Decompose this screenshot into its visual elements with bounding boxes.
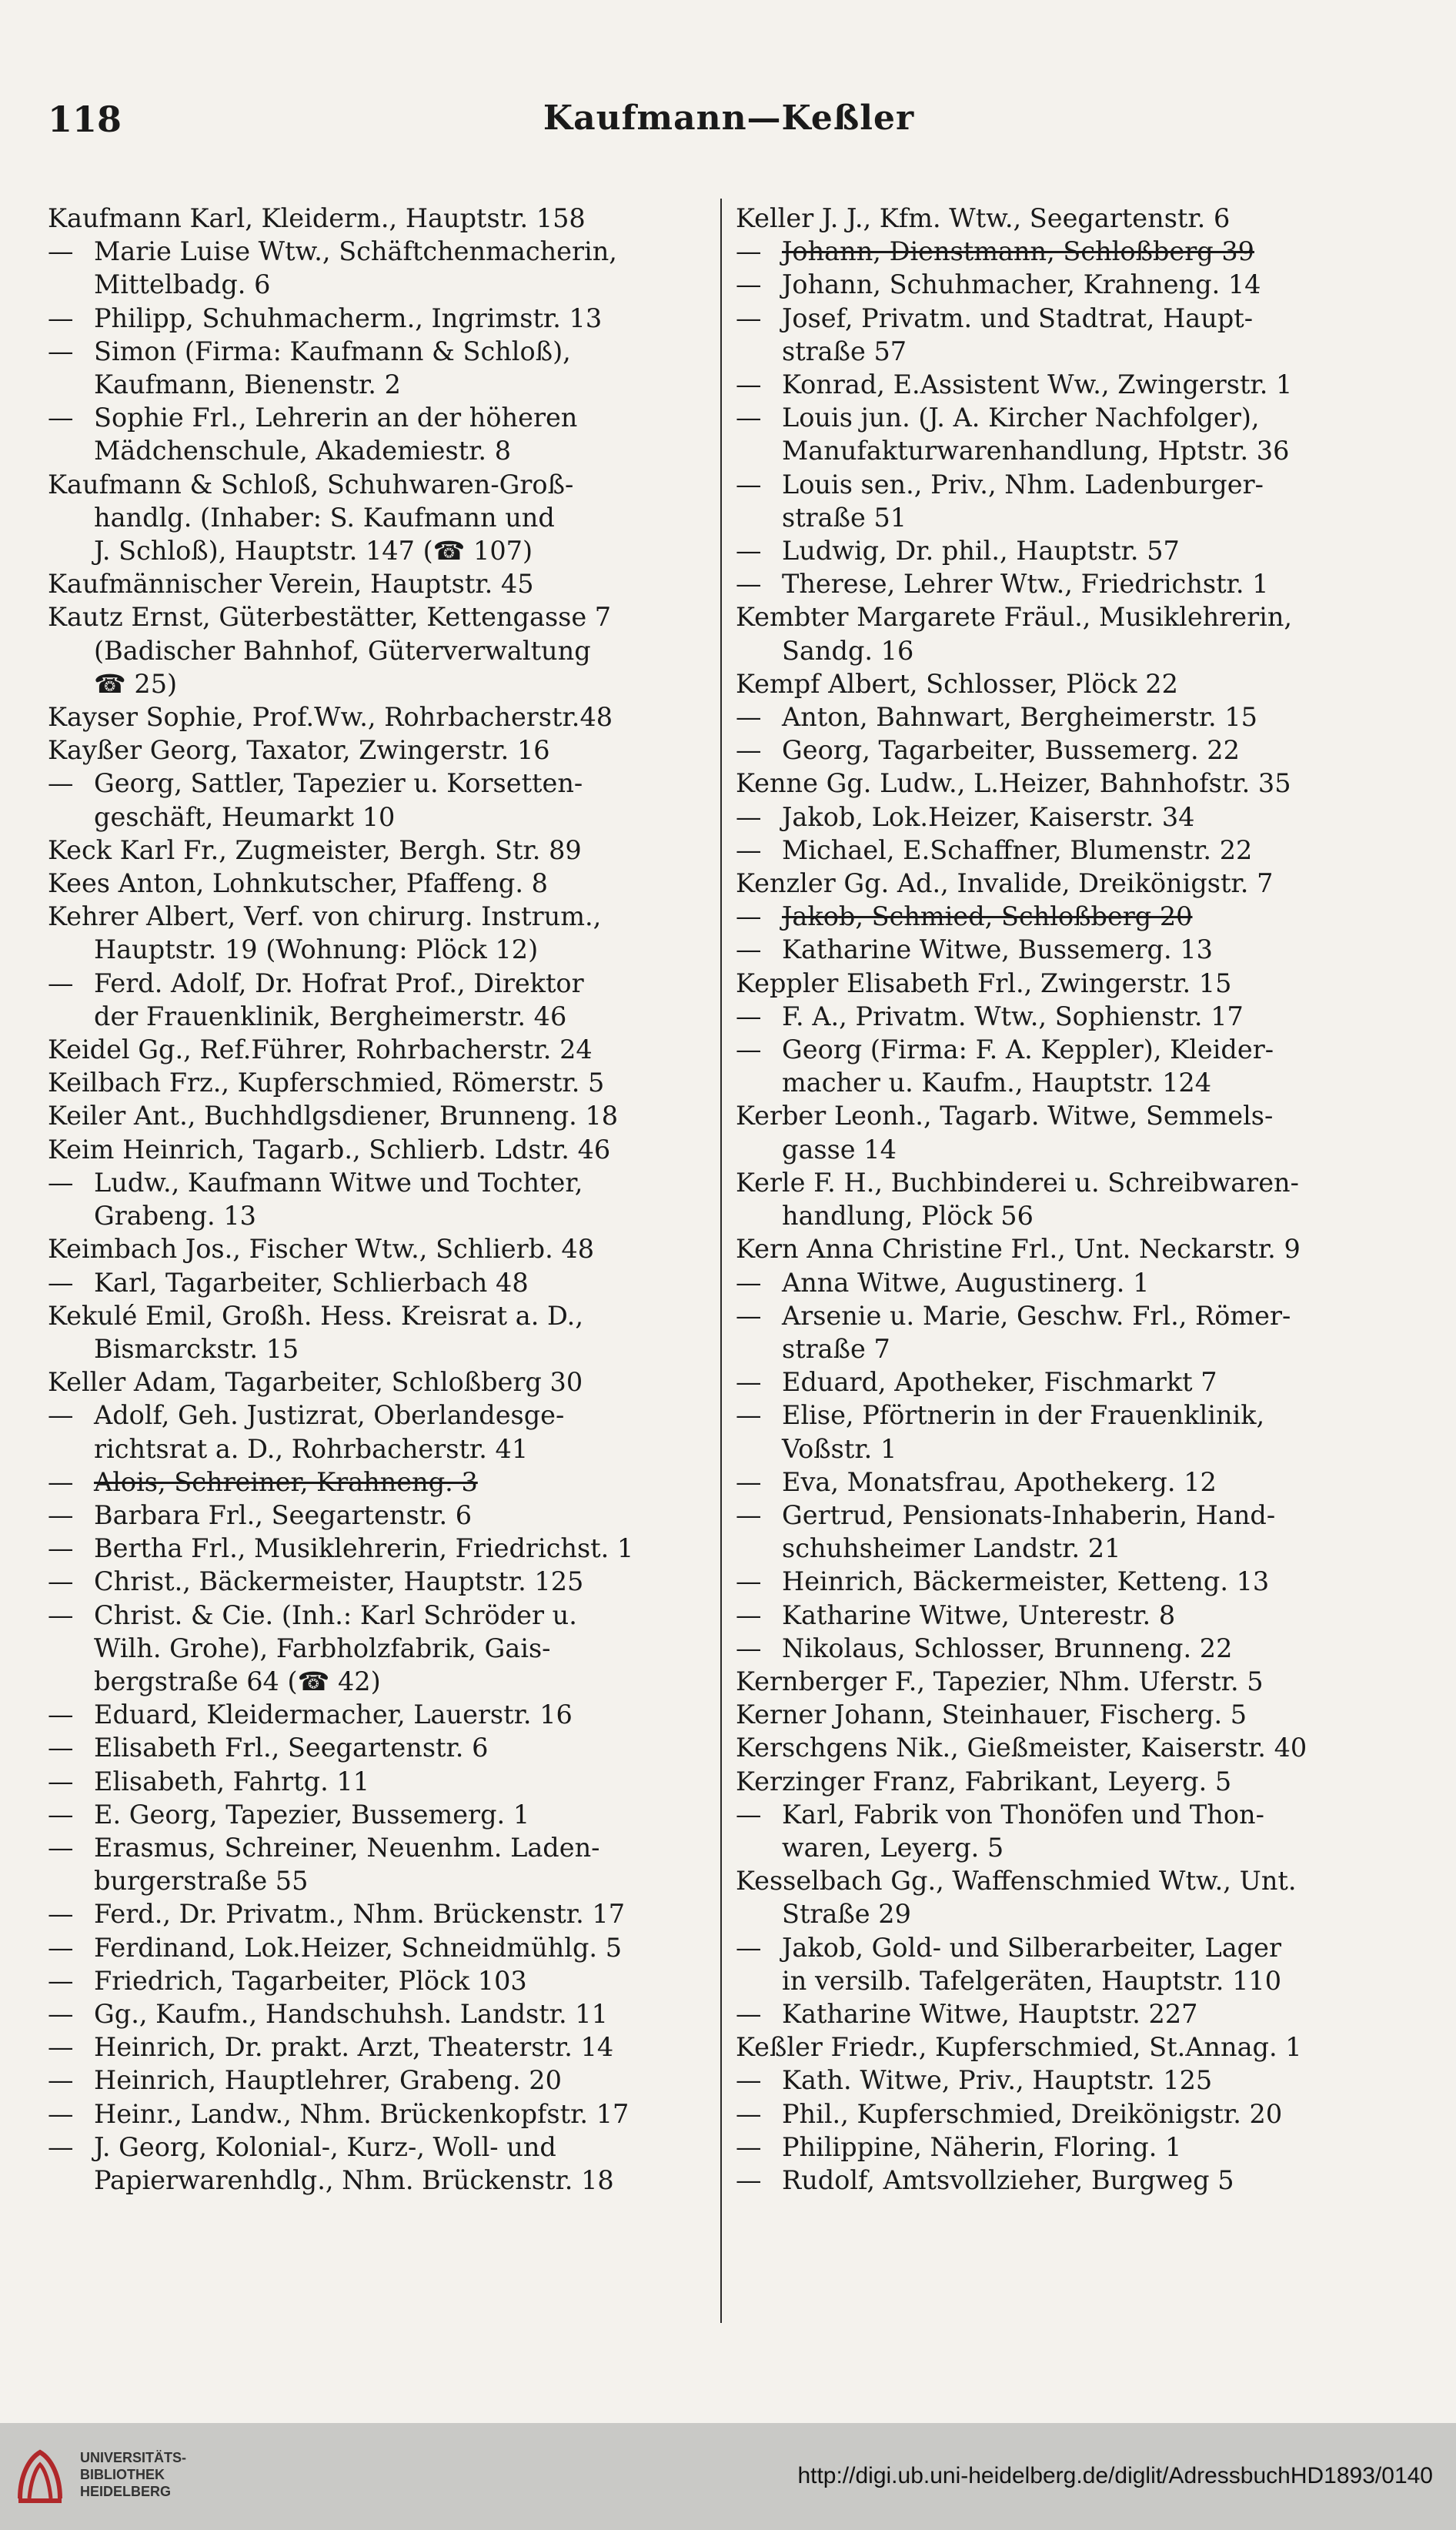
directory-entry — [48, 302, 708, 335]
directory-entry — [736, 1698, 1410, 1731]
entry-text: Ferd., Dr. Privatm., Nhm. Brückenstr. 17 — [94, 1899, 626, 1930]
directory-entry — [736, 1299, 1410, 1365]
directory-entry — [48, 967, 708, 1033]
directory-entry — [48, 1232, 708, 1265]
entry-continuation: Voßstr. 1 — [782, 1433, 897, 1464]
entry-text: Elisabeth, Fahrtg. 11 — [94, 1766, 370, 1796]
entry-dash: — — [736, 801, 762, 832]
entry-text: Gertrud, Pensionats-Inhaberin, Hand- — [782, 1499, 1276, 1530]
entry-text: Alois, Schreiner, Krahneng. 3 — [94, 1466, 478, 1497]
page-header — [48, 99, 1410, 145]
entry-continuation: ☎ 25) — [94, 668, 178, 699]
entry-text: Phil., Kupferschmied, Dreikönigstr. 20 — [782, 2098, 1283, 2129]
directory-entry — [736, 534, 1410, 567]
entry-text: Katharine Witwe, Bussemerg. 13 — [782, 934, 1213, 965]
entry-dash: — — [48, 1832, 74, 1863]
directory-entry — [736, 1665, 1410, 1698]
entry-continuation: Mädchenschule, Akademiestr. 8 — [94, 436, 512, 466]
entry-dash: — — [736, 2131, 762, 2162]
directory-entry — [736, 202, 1410, 235]
entry-text: Kees Anton, Lohnkutscher, Pfaffeng. 8 — [48, 868, 548, 899]
entry-text: Adolf, Geh. Justizrat, Oberlandesge- — [94, 1400, 565, 1431]
entry-continuation: Hauptstr. 19 (Wohnung: Plöck 12) — [94, 934, 539, 965]
directory-entry — [48, 1099, 708, 1132]
directory-entry — [48, 867, 708, 900]
entry-text: Katharine Witwe, Unterestr. 8 — [782, 1599, 1176, 1630]
directory-entry — [48, 1166, 708, 1232]
entry-text: Johann, Schuhmacher, Krahneng. 14 — [782, 269, 1261, 300]
entry-dash: — — [736, 1034, 762, 1065]
directory-entry — [736, 767, 1410, 800]
entry-text: Georg (Firma: F. A. Keppler), Kleider- — [782, 1034, 1274, 1065]
directory-entry — [48, 900, 708, 966]
entry-text: Barbara Frl., Seegartenstr. 6 — [94, 1499, 473, 1530]
directory-entry — [48, 2030, 708, 2064]
entry-dash: — — [48, 1466, 74, 1497]
entry-text: Eva, Monatsfrau, Apothekerg. 12 — [782, 1466, 1217, 1497]
directory-entry — [48, 235, 708, 301]
entry-text: Kernberger F., Tapezier, Nhm. Uferstr. 5 — [736, 1666, 1264, 1696]
entry-text: Philipp, Schuhmacherm., Ingrimstr. 13 — [94, 302, 603, 333]
library-name: UNIVERSITÄTS- BIBLIOTHEK HEIDELBERG — [80, 2450, 187, 2499]
entry-dash: — — [736, 1998, 762, 2029]
entry-continuation: Straße 29 — [782, 1899, 911, 1930]
entry-text: Kehrer Albert, Verf. von chirurg. Instrum., — [48, 901, 602, 932]
directory-entry — [736, 933, 1410, 966]
entry-text: Jakob, Gold- und Silberarbeiter, Lager — [782, 1932, 1281, 1963]
entry-continuation: straße 7 — [782, 1333, 890, 1364]
column-divider — [720, 199, 722, 2323]
entry-text: Keimbach Jos., Fischer Wtw., Schlierb. 48 — [48, 1234, 595, 1265]
directory-entry — [736, 2164, 1410, 2197]
directory-entry — [736, 1765, 1410, 1798]
entry-dash: — — [736, 569, 762, 600]
entry-text: Jakob, Lok.Heizer, Kaiserstr. 34 — [782, 801, 1195, 832]
entry-text: Keller J. J., Kfm. Wtw., Seegartenstr. 6 — [736, 203, 1231, 233]
directory-entry — [48, 202, 708, 235]
directory-entry — [48, 1365, 708, 1399]
entry-text: Karl, Tagarbeiter, Schlierbach 48 — [94, 1267, 529, 1298]
directory-entry — [736, 2097, 1410, 2131]
entry-text: Keiler Ant., Buchhdlgsdiener, Brunneng. 18 — [48, 1101, 619, 1131]
entry-text: Heinrich, Dr. prakt. Arzt, Theaterstr. 14 — [94, 2032, 614, 2063]
directory-entry — [48, 1466, 708, 1499]
entry-continuation: burgerstraße 55 — [94, 1866, 309, 1897]
directory-entry — [736, 2064, 1410, 2097]
directory-entry — [48, 1765, 708, 1798]
directory-entry — [736, 302, 1410, 368]
entry-text: Katharine Witwe, Hauptstr. 227 — [782, 1998, 1198, 2029]
entry-text: Louis sen., Priv., Nhm. Ladenburger- — [782, 469, 1264, 500]
directory-entry — [736, 1864, 1410, 1930]
entry-text: Georg, Tagarbeiter, Bussemerg. 22 — [782, 735, 1240, 766]
directory-entry — [736, 900, 1410, 933]
entry-text: Christ. & Cie. (Inh.: Karl Schröder u. — [94, 1599, 577, 1630]
entry-dash: — — [48, 1799, 74, 1830]
entry-text: Ludw., Kaufmann Witwe und Tochter, — [94, 1167, 583, 1198]
entry-dash: — — [736, 1400, 762, 1431]
directory-entry — [48, 1499, 708, 1532]
directory-entry — [736, 1931, 1410, 1997]
entry-text: Kerschgens Nik., Gießmeister, Kaiserstr. 40 — [736, 1733, 1307, 1763]
entry-continuation: in versilb. Tafelgeräten, Hauptstr. 110 — [782, 1965, 1282, 1996]
entry-text: Kaufmann Karl, Kleiderm., Hauptstr. 158 — [48, 203, 586, 233]
directory-entry — [48, 600, 708, 700]
entry-text: Johann, Dienstmann, Schloßberg 39 — [782, 236, 1254, 267]
directory-entry — [736, 1365, 1410, 1399]
entry-text: Michael, E.Schaffner, Blumenstr. 22 — [782, 834, 1253, 865]
entry-dash: — — [48, 336, 74, 366]
entry-continuation: waren, Leyerg. 5 — [782, 1832, 1004, 1863]
directory-entry — [48, 1798, 708, 1831]
directory-entry — [736, 1565, 1410, 1598]
entry-text: Heinr., Landw., Nhm. Brückenkopfstr. 17 — [94, 2098, 629, 2129]
entry-dash: — — [48, 768, 74, 799]
directory-entry — [48, 1897, 708, 1930]
entry-text: Karl, Fabrik von Thonöfen und Thon- — [782, 1799, 1264, 1830]
entry-text: Kern Anna Christine Frl., Unt. Neckarstr. 9 — [736, 1234, 1301, 1265]
directory-entry — [48, 1599, 708, 1699]
directory-entry — [48, 1299, 708, 1365]
entry-dash: — — [48, 1533, 74, 1564]
entry-continuation: macher u. Kaufm., Hauptstr. 124 — [782, 1068, 1212, 1098]
directory-entry — [48, 1964, 708, 1997]
entry-text: Kautz Ernst, Güterbestätter, Kettengasse 7 — [48, 602, 612, 633]
directory-entry — [48, 1831, 708, 1897]
entry-text: Kath. Witwe, Priv., Hauptstr. 125 — [782, 2065, 1213, 2096]
entry-dash: — — [48, 1932, 74, 1963]
directory-entry — [736, 967, 1410, 1000]
directory-entry — [48, 700, 708, 734]
entry-text: Kenzler Gg. Ad., Invalide, Dreikönigstr. 7 — [736, 868, 1274, 899]
entry-text: Louis jun. (J. A. Kircher Nachfolger), — [782, 403, 1260, 433]
entry-text: Keller Adam, Tagarbeiter, Schloßberg 30 — [48, 1367, 583, 1398]
entry-text: Kekulé Emil, Großh. Hess. Kreisrat a. D., — [48, 1300, 583, 1331]
directory-entry — [48, 834, 708, 867]
entry-text: Kerle F. H., Buchbinderei u. Schreibwaren- — [736, 1167, 1299, 1198]
entry-continuation: der Frauenklinik, Bergheimerstr. 46 — [94, 1001, 567, 1031]
entry-dash: — — [736, 536, 762, 566]
entry-text: Kenne Gg. Ludw., L.Heizer, Bahnhofstr. 35 — [736, 768, 1291, 799]
entry-text: Kaufmännischer Verein, Hauptstr. 45 — [48, 569, 534, 600]
page-number: 118 — [48, 99, 122, 140]
entry-dash: — — [48, 1766, 74, 1796]
directory-entry — [736, 2131, 1410, 2164]
entry-dash: — — [736, 1566, 762, 1597]
directory-entry — [736, 867, 1410, 900]
entry-dash: — — [736, 269, 762, 300]
directory-columns — [48, 202, 1410, 2326]
entry-dash: — — [736, 403, 762, 433]
entry-dash: — — [736, 1367, 762, 1398]
entry-text: Simon (Firma: Kaufmann & Schloß), — [94, 336, 571, 366]
entry-text: Konrad, E.Assistent Ww., Zwingerstr. 1 — [782, 369, 1293, 400]
entry-text: Elise, Pförtnerin in der Frauenklinik, — [782, 1400, 1265, 1431]
directory-entry — [48, 2064, 708, 2097]
directory-entry — [736, 1466, 1410, 1499]
entry-dash: — — [48, 2131, 74, 2162]
directory-entry — [736, 600, 1410, 667]
entry-text: Keidel Gg., Ref.Führer, Rohrbacherstr. 24 — [48, 1034, 593, 1065]
directory-entry — [736, 268, 1410, 301]
entry-text: Kayser Sophie, Prof.Ww., Rohrbacherstr.48 — [48, 702, 613, 733]
entry-dash: — — [48, 1566, 74, 1597]
entry-dash: — — [736, 1799, 762, 1830]
entry-dash: — — [48, 1499, 74, 1530]
directory-entry — [736, 1033, 1410, 1099]
directory-entry — [736, 734, 1410, 767]
directory-entry — [736, 1599, 1410, 1632]
directory-entry — [736, 1798, 1410, 1864]
directory-entry — [48, 1931, 708, 1964]
entry-continuation: straße 57 — [782, 336, 907, 366]
entry-continuation: Grabeng. 13 — [94, 1201, 256, 1232]
entry-continuation: schuhsheimer Landstr. 21 — [782, 1533, 1121, 1564]
entry-text: Eduard, Kleidermacher, Lauerstr. 16 — [94, 1699, 573, 1730]
entry-text: Kesselbach Gg., Waffenschmied Wtw., Unt. — [736, 1866, 1297, 1897]
entry-continuation: geschäft, Heumarkt 10 — [94, 801, 396, 832]
entry-text: Arsenie u. Marie, Geschw. Frl., Römer- — [782, 1300, 1291, 1331]
entry-dash: — — [736, 735, 762, 766]
entry-dash: — — [48, 968, 74, 998]
right-column — [736, 202, 1410, 2197]
entry-text: Kempf Albert, Schlosser, Plöck 22 — [736, 668, 1178, 699]
directory-entry — [48, 335, 708, 401]
entry-text: Philippine, Näherin, Floring. 1 — [782, 2131, 1182, 2162]
entry-dash: — — [736, 2065, 762, 2096]
directory-entry — [736, 468, 1410, 534]
directory-entry — [48, 1698, 708, 1731]
entry-dash: — — [736, 369, 762, 400]
entry-text: Kerzinger Franz, Fabrikant, Leyerg. 5 — [736, 1766, 1232, 1796]
entry-dash: — — [736, 1466, 762, 1497]
footer-bar — [0, 2423, 1456, 2530]
directory-entry — [48, 1997, 708, 2030]
directory-entry — [736, 1266, 1410, 1299]
entry-text: Bertha Frl., Musiklehrerin, Friedrichst. 1 — [94, 1533, 634, 1564]
source-url[interactable]: http://digi.ub.uni-heidelberg.de/diglit/AdressbuchHD1893/0140 — [797, 2463, 1433, 2488]
entry-continuation: handlung, Plöck 56 — [782, 1201, 1034, 1232]
entry-dash: — — [48, 403, 74, 433]
entry-text: Heinrich, Hauptlehrer, Grabeng. 20 — [94, 2065, 562, 2096]
entry-continuation: J. Schloß), Hauptstr. 147 (☎ 107) — [94, 536, 533, 566]
entry-text: Christ., Bäckermeister, Hauptstr. 125 — [94, 1566, 584, 1597]
directory-entry — [736, 235, 1410, 268]
entry-text: Kaufmann & Schloß, Schuhwaren-Groß- — [48, 469, 574, 500]
entry-dash: — — [48, 236, 74, 267]
entry-text: Rudolf, Amtsvollzieher, Burgweg 5 — [782, 2164, 1234, 2195]
entry-continuation: Sandg. 16 — [782, 635, 914, 666]
entry-text: Heinrich, Bäckermeister, Ketteng. 13 — [782, 1566, 1270, 1597]
directory-entry — [736, 1399, 1410, 1465]
entry-text: Kayßer Georg, Taxator, Zwingerstr. 16 — [48, 735, 550, 766]
directory-entry — [48, 1565, 708, 1598]
left-column — [48, 202, 708, 2197]
entry-text: Elisabeth Frl., Seegartenstr. 6 — [94, 1733, 489, 1763]
entry-dash: — — [736, 1499, 762, 1530]
entry-text: Sophie Frl., Lehrerin an der höheren — [94, 403, 578, 433]
entry-dash: — — [736, 901, 762, 932]
directory-entry — [48, 567, 708, 600]
entry-text: Anton, Bahnwart, Bergheimerstr. 15 — [782, 702, 1257, 733]
directory-entry — [736, 1632, 1410, 1665]
directory-entry — [48, 734, 708, 767]
directory-entry — [736, 567, 1410, 600]
entry-dash: — — [736, 934, 762, 965]
entry-text: Keck Karl Fr., Zugmeister, Bergh. Str. 89 — [48, 834, 582, 865]
entry-dash: — — [48, 2065, 74, 2096]
entry-continuation: Bismarckstr. 15 — [94, 1333, 299, 1364]
entry-dash: — — [736, 236, 762, 267]
directory-entry — [48, 1532, 708, 1565]
entry-continuation: Mittelbadg. 6 — [94, 269, 271, 300]
directory-entry — [48, 468, 708, 568]
directory-entry — [736, 700, 1410, 734]
entry-dash: — — [736, 1633, 762, 1663]
entry-dash: — — [736, 302, 762, 333]
entry-text: Nikolaus, Schlosser, Brunneng. 22 — [782, 1633, 1233, 1663]
entry-text: Keßler Friedr., Kupferschmied, St.Annag. 1 — [736, 2032, 1302, 2063]
library-logo-icon — [14, 2445, 66, 2506]
entry-continuation: gasse 14 — [782, 1134, 897, 1165]
directory-entry — [48, 1033, 708, 1066]
entry-dash: — — [48, 1267, 74, 1298]
entry-dash: — — [48, 1400, 74, 1431]
entry-text: Marie Luise Wtw., Schäftchenmacherin, — [94, 236, 617, 267]
directory-entry — [48, 1133, 708, 1166]
entry-continuation: richtsrat a. D., Rohrbacherstr. 41 — [94, 1433, 529, 1464]
entry-dash: — — [736, 1267, 762, 1298]
directory-entry — [736, 1099, 1410, 1165]
entry-text: Georg, Sattler, Tapezier u. Korsetten- — [94, 768, 583, 799]
directory-entry — [48, 401, 708, 467]
entry-text: Ferdinand, Lok.Heizer, Schneidmühlg. 5 — [94, 1932, 623, 1963]
entry-text: E. Georg, Tapezier, Bussemerg. 1 — [94, 1799, 530, 1830]
entry-continuation: (Badischer Bahnhof, Güterverwaltung — [94, 635, 591, 666]
directory-entry — [736, 1499, 1410, 1565]
entry-dash: — — [48, 1699, 74, 1730]
directory-entry — [736, 1000, 1410, 1033]
directory-entry — [48, 2097, 708, 2131]
entry-text: Therese, Lehrer Wtw., Friedrichstr. 1 — [782, 569, 1269, 600]
entry-text: Jakob, Schmied, Schloßberg 20 — [782, 901, 1193, 932]
entry-dash: — — [48, 1733, 74, 1763]
entry-text: Kembter Margarete Fräul., Musiklehrerin, — [736, 602, 1293, 633]
directory-entry — [736, 1731, 1410, 1764]
entry-dash: — — [48, 302, 74, 333]
entry-text: Josef, Privatm. und Stadtrat, Haupt- — [782, 302, 1254, 333]
directory-entry — [736, 401, 1410, 467]
entry-text: Keilbach Frz., Kupferschmied, Römerstr. 5 — [48, 1068, 605, 1098]
entry-dash: — — [736, 1300, 762, 1331]
entry-dash: — — [736, 702, 762, 733]
entry-continuation: Kaufmann, Bienenstr. 2 — [94, 369, 401, 400]
entry-dash: — — [48, 1899, 74, 1930]
entry-text: Friedrich, Tagarbeiter, Plöck 103 — [94, 1965, 527, 1996]
directory-entry — [736, 667, 1410, 700]
entry-text: Erasmus, Schreiner, Neuenhm. Laden- — [94, 1832, 600, 1863]
entry-dash: — — [736, 1599, 762, 1630]
entry-text: F. A., Privatm. Wtw., Sophienstr. 17 — [782, 1001, 1244, 1031]
entry-dash: — — [736, 2164, 762, 2195]
directory-entry — [48, 1399, 708, 1465]
entry-text: Kerber Leonh., Tagarb. Witwe, Semmels- — [736, 1101, 1274, 1131]
entry-text: Keim Heinrich, Tagarb., Schlierb. Ldstr. 46 — [48, 1134, 611, 1165]
entry-dash: — — [736, 834, 762, 865]
entry-text: Ferd. Adolf, Dr. Hofrat Prof., Direktor — [94, 968, 584, 998]
entry-text: Gg., Kaufm., Handschuhsh. Landstr. 11 — [94, 1998, 608, 2029]
entry-continuation: straße 51 — [782, 502, 907, 533]
entry-dash: — — [48, 2032, 74, 2063]
entry-dash: — — [736, 2098, 762, 2129]
directory-entry — [736, 800, 1410, 834]
entry-dash: — — [736, 1001, 762, 1031]
directory-entry — [48, 1066, 708, 1099]
entry-dash: — — [48, 1167, 74, 1198]
entry-dash: — — [736, 469, 762, 500]
entry-dash: — — [48, 2098, 74, 2129]
entry-text: Kerner Johann, Steinhauer, Fischerg. 5 — [736, 1699, 1247, 1730]
entry-text: Ludwig, Dr. phil., Hauptstr. 57 — [782, 536, 1180, 566]
entry-dash: — — [48, 1998, 74, 2029]
entry-text: Eduard, Apotheker, Fischmarkt 7 — [782, 1367, 1217, 1398]
directory-entry — [736, 1232, 1410, 1265]
entry-continuation: handlg. (Inhaber: S. Kaufmann und — [94, 502, 555, 533]
entry-text: J. Georg, Kolonial-, Kurz-, Woll- und — [94, 2131, 556, 2162]
entry-dash: — — [48, 1965, 74, 1996]
directory-entry — [736, 1997, 1410, 2030]
directory-entry — [736, 2030, 1410, 2064]
directory-entry — [48, 767, 708, 833]
entry-continuation: bergstraße 64 (☎ 42) — [94, 1666, 381, 1696]
entry-continuation: Wilh. Grohe), Farbholzfabrik, Gais- — [94, 1633, 551, 1663]
entry-dash: — — [736, 1932, 762, 1963]
entry-text: Anna Witwe, Augustinerg. 1 — [782, 1267, 1150, 1298]
directory-entry — [48, 2131, 708, 2197]
directory-entry — [736, 368, 1410, 401]
directory-entry — [48, 1266, 708, 1299]
directory-entry — [736, 834, 1410, 867]
directory-entry — [48, 1731, 708, 1764]
entry-continuation: Papierwarenhdlg., Nhm. Brückenstr. 18 — [94, 2164, 614, 2195]
entry-continuation: Manufakturwarenhandlung, Hptstr. 36 — [782, 436, 1290, 466]
entry-text: Keppler Elisabeth Frl., Zwingerstr. 15 — [736, 968, 1232, 998]
directory-entry — [736, 1166, 1410, 1232]
running-head: Kaufmann—Keßler — [543, 99, 915, 138]
entry-dash: — — [48, 1599, 74, 1630]
